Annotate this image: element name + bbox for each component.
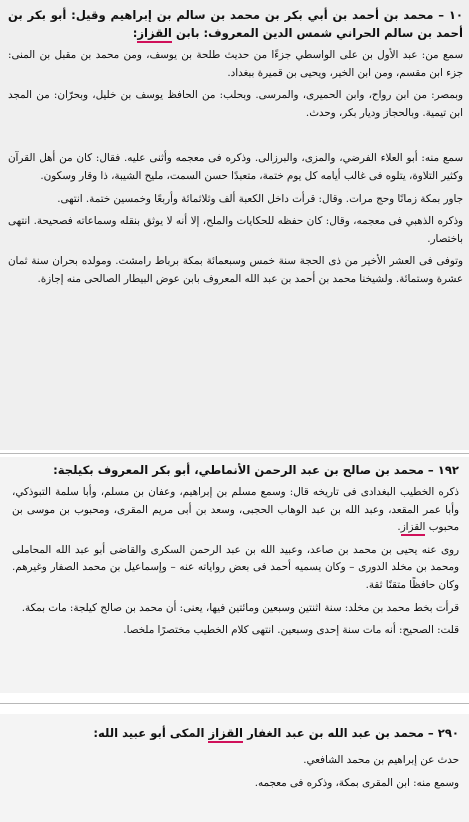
paragraph-text: ذكره الخطيب البغدادى فى تاريخه قال: وسمع مسلم بن إبراهيم، وعفان بن مسلم، وأبا سلمة التبوذكي، وأبا عمر المقعد، وعبد الله بن عبد الوهاب الحجبى، وسعد بن أبى مريم المقرى، ومحبوب بن موسى بن محبوب xyxy=(12,486,459,534)
paragraph: وبمصر: من ابن رواح، وابن الحميرى، والمرسى. وبحلب: من الحافظ يوسف بن خليل، وبحرّان: من المجد ابن تيمية. وبالحجاز وديار بكر، وحدث. xyxy=(8,89,463,119)
paragraph: حدث عن إبراهيم بن محمد الشافعي. xyxy=(303,754,459,766)
paragraph: قرأت بخط محمد بن مخلد: سنة اثنتين وسبعين ومائتين فيها، يعنى: أن محمد بن صالح كيلجة: مات بمكة. xyxy=(21,601,459,614)
entry-heading: ١٩٢ – محمد بن صالح بن عبد الرحمن الأنماطي، أبو بكر المعروف بكيلجة: xyxy=(53,463,459,477)
paragraph: سمع منه: أبو العلاء الفرضي، والمزى، والبرزالى. وذكره فى معجمه وأثنى عليه. فقال: كان من أهل القرآن وكثير التلاوة، يتلوه فى غالب أيامه كل يوم ختمة، متعبدًا حسن السمت، مليح الشيبة، ذا وقار وسكون. xyxy=(8,152,463,182)
entry-heading xyxy=(90,724,459,742)
paragraph: سمع من: عبد الأول بن على الواسطي جزءًا من حديث طلحة بن يوسف، ومن محمد بن مقبل بن المنى: جزء ابن مقسم، ومن ابن الخير، ويحيى بن قميرة ببغداد. xyxy=(8,49,463,79)
scan-entry-290 xyxy=(0,714,469,822)
heading-line-2: أحمد بن سالم الحراني شمس الدين المعروف: بابن xyxy=(175,26,463,40)
heading-text-end: المكى أبو عبيد الله: xyxy=(93,726,205,740)
heading-colon: : xyxy=(132,26,138,40)
paragraph: روى عنه يحيى بن محمد بن صاعد، وعبيد الله بن عبد الرحمن السكرى والقاضى أبو عبد الله المحاملى ومحمد بن مخلد الدورى – وكان يسميه أحمد فى بعض رواياته عنه – وإسماعيل بن محمد الصفار وغيرهم. وكان حافظًا متقنًا ثقة. xyxy=(12,543,459,591)
scan-entry-192 xyxy=(0,457,469,693)
highlighted-name: القزاز xyxy=(401,521,426,536)
section-divider xyxy=(0,453,469,454)
paragraph-end: . xyxy=(397,521,401,534)
paragraph: وذكره الذهبي فى معجمه، وقال: كان حفظه للحكايات والملح، إلا أنه لا يوثق بنقله وسماعاته فصحيحة. انتهى باختصار. xyxy=(8,215,463,245)
paragraph: وسمع منه: ابن المقرى بمكة، وذكره فى معجمه. xyxy=(254,776,459,789)
paragraph: جاور بمكة زمانًا وحج مرات. وقال: قرأت داخل الكعبة ألف وثلاثمائة وأربعًا وخمسين ختمة. انتهى. xyxy=(57,192,463,205)
highlighted-name: القزاز xyxy=(137,26,172,43)
section-divider xyxy=(0,703,469,704)
highlighted-name: القزاز xyxy=(208,726,243,743)
paragraph: وتوفى فى العشر الأخير من ذى الحجة سنة خمس وسبعمائة بمكة برباط رامشت. ومولده بحران سنة ثمان عشرة وستمائة. ولشيخنا محمد بن أحمد بن عبد الله المعروف بابن عوض البيطار الصالحى منه إجازة. xyxy=(8,255,463,285)
heading-text: ٢٩٠ – محمد بن عبد الله بن عبد الغفار xyxy=(247,726,459,740)
paragraph: قلت: الصحيح: أنه مات سنة إحدى وسبعين. انتهى كلام الخطيب مختصرًا ملخصا. xyxy=(123,624,459,637)
paragraph xyxy=(12,484,459,537)
heading-line-1: ١٠ – محمد بن أحمد بن أبي بكر بن محمد بن سالم بن إبراهيم وقيل: أبو بكر بن xyxy=(8,8,463,22)
entry-heading xyxy=(8,6,463,42)
